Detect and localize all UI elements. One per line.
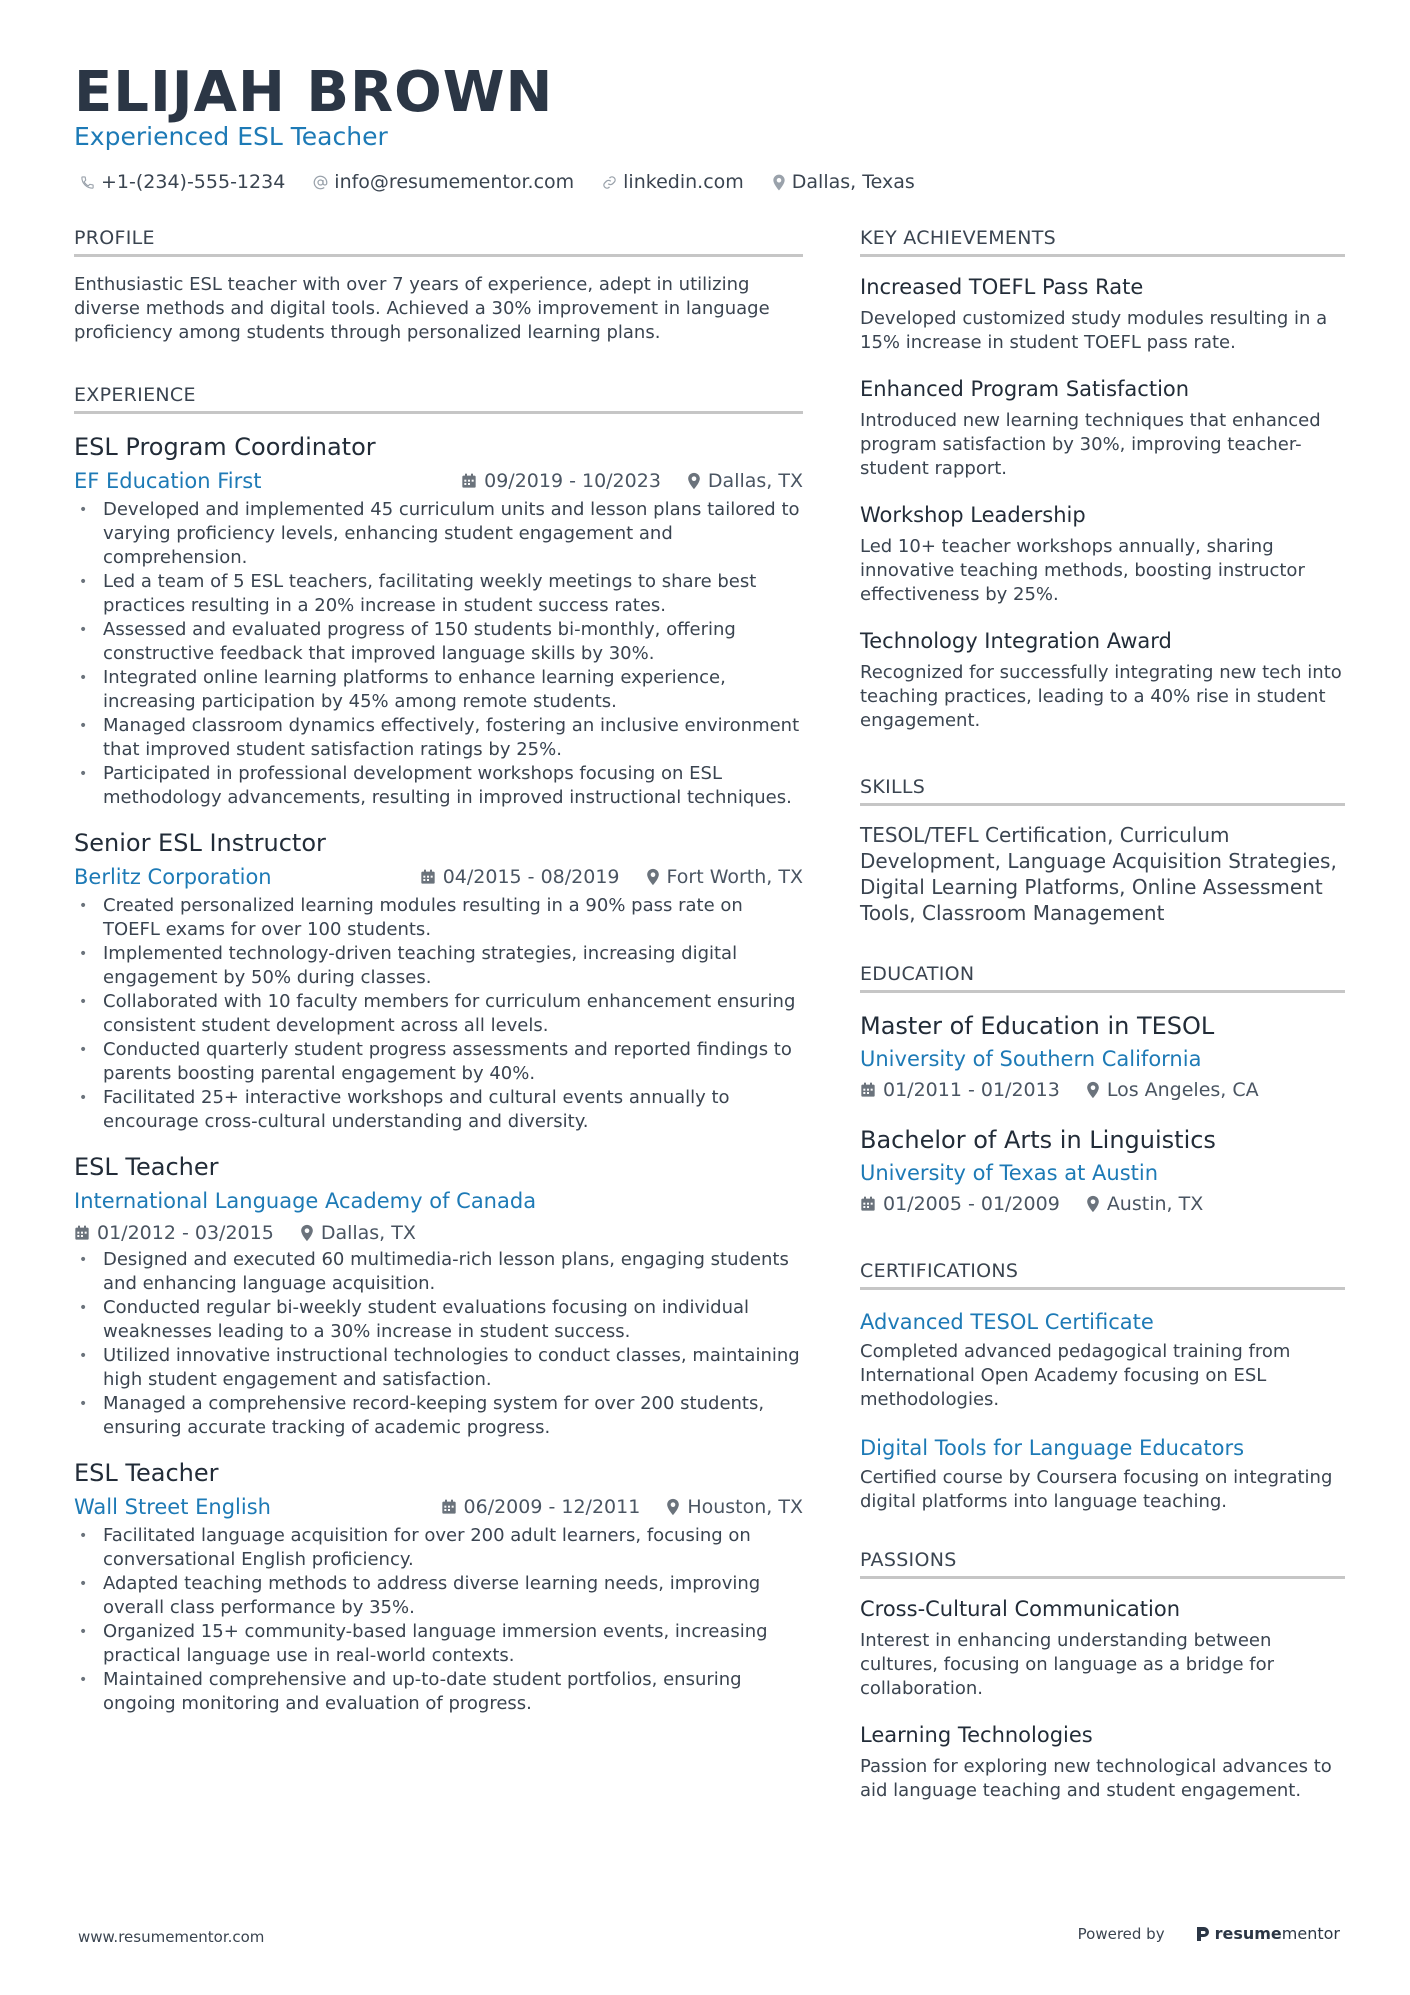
contact-bar xyxy=(80,168,943,196)
education-school: University of Texas at Austin xyxy=(860,1161,1159,1185)
location-pin-icon xyxy=(772,174,786,191)
education-location: Austin, TX xyxy=(1106,1193,1204,1215)
job-dates: 06/2009 - 12/2011 xyxy=(463,1496,641,1518)
job-company: International Language Academy of Canada xyxy=(74,1189,537,1213)
job-bullet: • Assessed and evaluated progress of 150 students bi-monthly, offering constructive feedback that improved language skills by 30%. xyxy=(74,618,803,666)
skills-heading: SKILLS xyxy=(860,775,1345,806)
location-pin-icon xyxy=(300,1224,314,1242)
education-dates: 01/2005 - 01/2009 xyxy=(883,1193,1060,1215)
job-bullet: • Maintained comprehensive and up-to-date student portfolios, ensuring ongoing monitoring and evaluation of progress. xyxy=(74,1668,803,1716)
job-bullet: • Participated in professional development workshops focusing on ESL methodology advancements, resulting in improved instructional techniques. xyxy=(74,762,803,810)
job-bullet: • Managed a comprehensive record-keeping system for over 200 students, ensuring accurate tracking of academic progress. xyxy=(74,1392,803,1440)
linkedin-text[interactable]: linkedin.com xyxy=(623,171,744,193)
location-pin-icon xyxy=(1086,1081,1100,1099)
profile-text: Enthusiastic ESL teacher with over 7 years of experience, adept in utilizing diverse methods and digital tools. Achieved a 30% improvement in language proficiency among students through personalized learning plans. xyxy=(74,274,770,343)
education-degree: Master of Education in TESOL xyxy=(860,1012,1215,1040)
passion-text: Passion for exploring new technological advances to aid language teaching and student engagement. xyxy=(860,1756,1332,1801)
achievement-title: Technology Integration Award xyxy=(860,629,1172,653)
education-school: University of Southern California xyxy=(860,1047,1202,1071)
education-section xyxy=(860,962,1345,1219)
skills-section xyxy=(860,775,1345,926)
job-dates: 09/2019 - 10/2023 xyxy=(484,470,661,492)
job-bullet: • Integrated online learning platforms to enhance learning experience, increasing participation by 45% among remote students. xyxy=(74,666,803,714)
job-location: Dallas, TX xyxy=(707,470,803,492)
job-bullets xyxy=(74,1524,803,1716)
job-title: Senior ESL Instructor xyxy=(74,829,326,857)
job-dates: 01/2012 - 03/2015 xyxy=(97,1222,274,1244)
job-entry xyxy=(74,1150,803,1440)
job-title: ESL Teacher xyxy=(74,1459,219,1487)
contact-phone xyxy=(80,171,285,193)
job-location: Houston, TX xyxy=(687,1496,803,1518)
certification-text: Completed advanced pedagogical training from International Open Academy focusing on ESL methodologies. xyxy=(860,1341,1291,1410)
job-bullet: • Collaborated with 10 faculty members for curriculum enhancement ensuring consistent student development across all levels. xyxy=(74,990,803,1038)
certification-text: Certified course by Coursera focusing on integrating digital platforms into language teaching. xyxy=(860,1467,1333,1512)
job-entry xyxy=(74,430,803,810)
calendar-icon xyxy=(860,1196,876,1212)
achievement-item xyxy=(860,501,1345,607)
brand-bold: resume xyxy=(1214,1924,1282,1943)
certification-item xyxy=(860,1306,1345,1412)
achievement-item xyxy=(860,375,1345,481)
location-pin-icon xyxy=(666,1498,680,1516)
location-pin-icon xyxy=(687,472,701,490)
achievements-heading: KEY ACHIEVEMENTS xyxy=(860,226,1345,257)
job-bullet: • Facilitated language acquisition for over 200 adult learners, focusing on conversational English proficiency. xyxy=(74,1524,803,1572)
job-bullet: • Led a team of 5 ESL teachers, facilitating weekly meetings to share best practices resulting in a 20% increase in student success rates. xyxy=(74,570,803,618)
job-location: Fort Worth, TX xyxy=(666,866,803,888)
skills-text: TESOL/TEFL Certification, Curriculum Development, Language Acquisition Strategies, Digital Learning Platforms, Online Assessment Tools, Classroom Management xyxy=(860,823,1337,925)
certification-title: Advanced TESOL Certificate xyxy=(860,1310,1154,1334)
job-bullet: • Conducted regular bi-weekly student evaluations focusing on individual weaknesses leading to a 30% increase in student success. xyxy=(74,1296,803,1344)
achievement-title: Workshop Leadership xyxy=(860,503,1086,527)
job-dates: 04/2015 - 08/2019 xyxy=(442,866,620,888)
education-item xyxy=(860,1123,1345,1219)
location-pin-icon xyxy=(1086,1195,1100,1213)
calendar-icon xyxy=(441,1499,457,1515)
education-dates: 01/2011 - 01/2013 xyxy=(883,1079,1060,1101)
achievement-text: Developed customized study modules resulting in a 15% increase in student TOEFL pass rate. xyxy=(860,308,1328,353)
powered-by-label: Powered by xyxy=(1077,1924,1165,1943)
email-text[interactable]: info@resumementor.com xyxy=(334,171,575,193)
profile-section xyxy=(74,226,803,345)
job-bullet: • Created personalized learning modules resulting in a 90% pass rate on TOEFL exams for over 100 students. xyxy=(74,894,803,942)
job-title: ESL Program Coordinator xyxy=(74,433,376,461)
job-company: Wall Street English xyxy=(74,1495,271,1519)
location-text: Dallas, Texas xyxy=(791,171,915,193)
job-title: ESL Teacher xyxy=(74,1153,219,1181)
achievement-item xyxy=(860,627,1345,733)
job-entry xyxy=(74,826,803,1134)
job-company: Berlitz Corporation xyxy=(74,865,272,889)
link-icon xyxy=(602,175,617,190)
passions-heading: PASSIONS xyxy=(860,1548,1345,1579)
certifications-heading: CERTIFICATIONS xyxy=(860,1259,1345,1290)
job-company: EF Education First xyxy=(74,469,262,493)
brand-logo[interactable] xyxy=(1195,1924,1340,1943)
job-bullet: • Conducted quarterly student progress assessments and reported findings to parents boosting parental engagement by 40%. xyxy=(74,1038,803,1086)
contact-location xyxy=(772,171,915,193)
phone-icon xyxy=(80,175,95,190)
certification-title: Digital Tools for Language Educators xyxy=(860,1436,1245,1460)
right-column xyxy=(860,226,1345,1823)
footer-powered xyxy=(1078,1924,1340,1943)
job-bullets xyxy=(74,498,803,810)
candidate-title: Experienced ESL Teacher xyxy=(74,122,388,151)
experience-heading: EXPERIENCE xyxy=(74,383,803,414)
job-bullet: • Adapted teaching methods to address diverse learning needs, improving overall class performance by 35%. xyxy=(74,1572,803,1620)
education-item xyxy=(860,1009,1345,1105)
job-location: Dallas, TX xyxy=(320,1222,416,1244)
passions-section xyxy=(860,1548,1345,1803)
job-bullet: • Facilitated 25+ interactive workshops and cultural events annually to encourage cross-cultural understanding and diversity. xyxy=(74,1086,803,1134)
at-icon xyxy=(313,175,328,190)
calendar-icon xyxy=(74,1225,90,1241)
achievement-title: Increased TOEFL Pass Rate xyxy=(860,275,1144,299)
achievement-title: Enhanced Program Satisfaction xyxy=(860,377,1190,401)
education-degree: Bachelor of Arts in Linguistics xyxy=(860,1126,1216,1154)
certifications-section xyxy=(860,1259,1345,1514)
calendar-icon xyxy=(420,869,436,885)
achievement-text: Introduced new learning techniques that enhanced program satisfaction by 30%, improving teacher-student rapport. xyxy=(860,410,1321,479)
achievement-text: Recognized for successfully integrating new tech into teaching practices, leading to a 40% rise in student engagement. xyxy=(860,662,1342,731)
job-bullet: • Organized 15+ community-based language immersion events, increasing practical language use in real-world contexts. xyxy=(74,1620,803,1668)
location-pin-icon xyxy=(646,868,660,886)
brand-mark-icon xyxy=(1195,1925,1211,1943)
contact-email xyxy=(313,171,574,193)
achievement-item xyxy=(860,273,1345,355)
experience-section xyxy=(74,383,803,1716)
achievement-text: Led 10+ teacher workshops annually, sharing innovative teaching methods, boosting instructor effectiveness by 25%. xyxy=(860,536,1305,605)
left-column xyxy=(74,226,803,1732)
passion-item xyxy=(860,1595,1345,1701)
brand-rest: mentor xyxy=(1281,1924,1340,1943)
calendar-icon xyxy=(461,473,477,489)
candidate-name: ELIJAH BROWN xyxy=(74,60,554,125)
education-heading: EDUCATION xyxy=(860,962,1345,993)
job-bullet: • Utilized innovative instructional technologies to conduct classes, maintaining high student engagement and satisfaction. xyxy=(74,1344,803,1392)
education-location: Los Angeles, CA xyxy=(1106,1079,1259,1101)
passion-title: Learning Technologies xyxy=(860,1723,1093,1747)
passion-item xyxy=(860,1721,1345,1803)
certification-item xyxy=(860,1432,1345,1514)
job-bullet: • Designed and executed 60 multimedia-rich lesson plans, engaging students and enhancing language acquisition. xyxy=(74,1248,803,1296)
profile-heading: PROFILE xyxy=(74,226,803,257)
job-entry xyxy=(74,1456,803,1716)
phone-text: +1-(234)-555-1234 xyxy=(101,171,286,193)
contact-linkedin xyxy=(602,171,744,193)
passion-title: Cross-Cultural Communication xyxy=(860,1597,1181,1621)
job-bullet: • Developed and implemented 45 curriculum units and lesson plans tailored to varying proficiency levels, enhancing student engagement and comprehension. xyxy=(74,498,803,570)
job-bullets xyxy=(74,894,803,1134)
calendar-icon xyxy=(860,1082,876,1098)
achievements-section xyxy=(860,226,1345,733)
job-bullet: • Implemented technology-driven teaching strategies, increasing digital engagement by 50% during classes. xyxy=(74,942,803,990)
job-bullet: • Managed classroom dynamics effectively, fostering an inclusive environment that improved student satisfaction ratings by 25%. xyxy=(74,714,803,762)
passion-text: Interest in enhancing understanding between cultures, focusing on language as a bridge for collaboration. xyxy=(860,1630,1275,1699)
footer-website[interactable]: www.resumementor.com xyxy=(78,1928,265,1946)
job-bullets xyxy=(74,1248,803,1440)
